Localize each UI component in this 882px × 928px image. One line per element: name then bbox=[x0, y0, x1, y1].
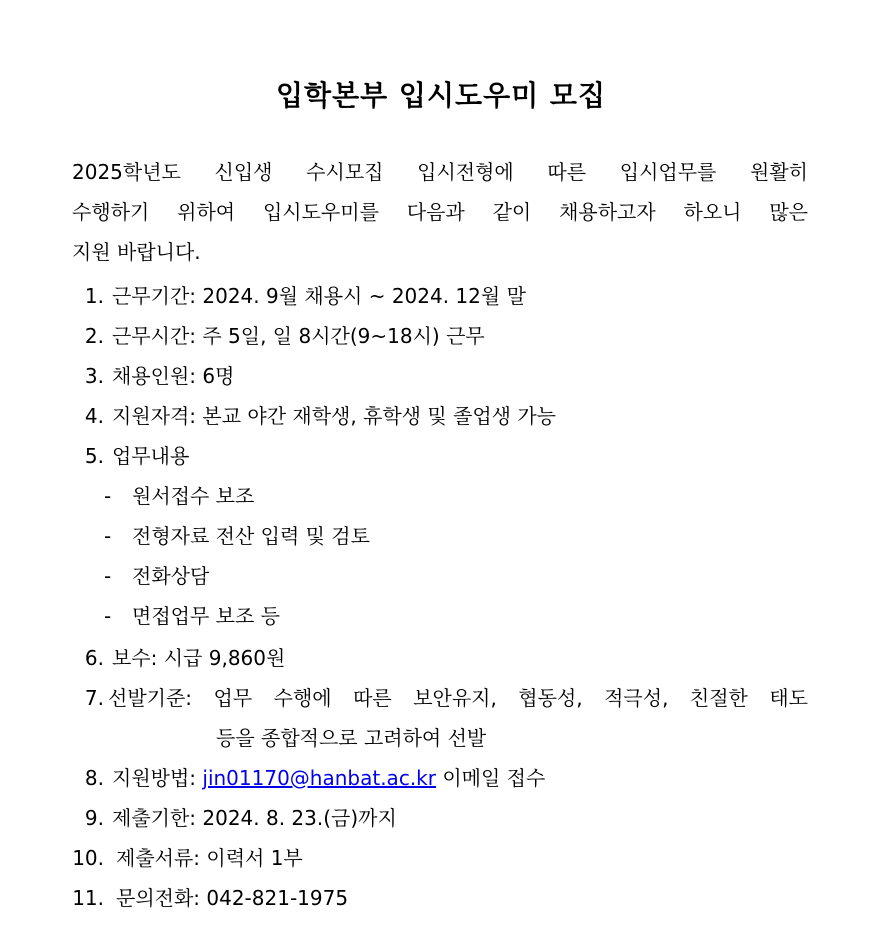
apply-method-label: 지원방법: bbox=[112, 766, 203, 790]
item-text: 채용인원: 6명 bbox=[112, 364, 235, 388]
item-number: 7. bbox=[84, 686, 104, 710]
email-link[interactable]: jin01170@hanbat.ac.kr bbox=[202, 766, 436, 790]
duty-text: 전화상담 bbox=[132, 564, 210, 588]
list-item-criteria bbox=[0, 678, 882, 718]
duty-text: 면접업무 보조 등 bbox=[132, 604, 280, 628]
item-number: 6. bbox=[84, 646, 104, 670]
item-text: 지원자격: 본교 야간 재학생, 휴학생 및 졸업생 가능 bbox=[112, 404, 556, 428]
item-number: 5. bbox=[84, 444, 104, 468]
item-text: 제출기한: 2024. 8. 23.(금)까지 bbox=[112, 806, 397, 830]
intro-line-1: 2025학년도 신입생 수시모집 입시전형에 따른 입시업무를 원활히 bbox=[72, 160, 808, 184]
item-number: 4. bbox=[84, 404, 104, 428]
dash-bullet: - bbox=[104, 604, 112, 628]
item-number: 1. bbox=[84, 284, 104, 308]
item-number: 8. bbox=[84, 766, 104, 790]
item-number: 3. bbox=[84, 364, 104, 388]
item-number: 9. bbox=[84, 806, 104, 830]
dash-bullet: - bbox=[104, 564, 112, 588]
item-text-continued: 등을 종합적으로 고려하여 선발 bbox=[216, 726, 487, 750]
intro-paragraph bbox=[72, 152, 808, 272]
dash-bullet: - bbox=[104, 524, 112, 548]
dash-bullet: - bbox=[104, 484, 112, 508]
intro-line-3: 지원 바랍니다. bbox=[72, 240, 201, 264]
item-text: 근무기간: 2024. 9월 채용시 ~ 2024. 12월 말 bbox=[112, 284, 526, 308]
item-number: 10. bbox=[72, 846, 104, 870]
apply-method-suffix: 이메일 접수 bbox=[435, 766, 546, 790]
item-text: 보수: 시급 9,860원 bbox=[112, 646, 286, 670]
duty-text: 전형자료 전산 입력 및 검토 bbox=[132, 524, 370, 548]
item-number: 11. bbox=[72, 886, 104, 910]
duty-text: 원서접수 보조 bbox=[132, 484, 255, 508]
intro-line-2: 수행하기 위하여 입시도우미를 다음과 같이 채용하고자 하오니 많은 bbox=[72, 200, 808, 224]
item-text: 업무내용 bbox=[112, 444, 190, 468]
item-text: 선발기준: 업무 수행에 따른 보안유지, 협동성, 적극성, 친절한 태도 bbox=[108, 686, 808, 710]
item-text: 제출서류: 이력서 1부 bbox=[116, 846, 303, 870]
item-number: 2. bbox=[84, 324, 104, 348]
page-title: 입학본부 입시도우미 모집 bbox=[275, 79, 607, 112]
item-text: 근무시간: 주 5일, 일 8시간(9~18시) 근무 bbox=[112, 324, 485, 348]
item-text: 문의전화: 042-821-1975 bbox=[116, 886, 349, 910]
item-text bbox=[112, 758, 545, 798]
